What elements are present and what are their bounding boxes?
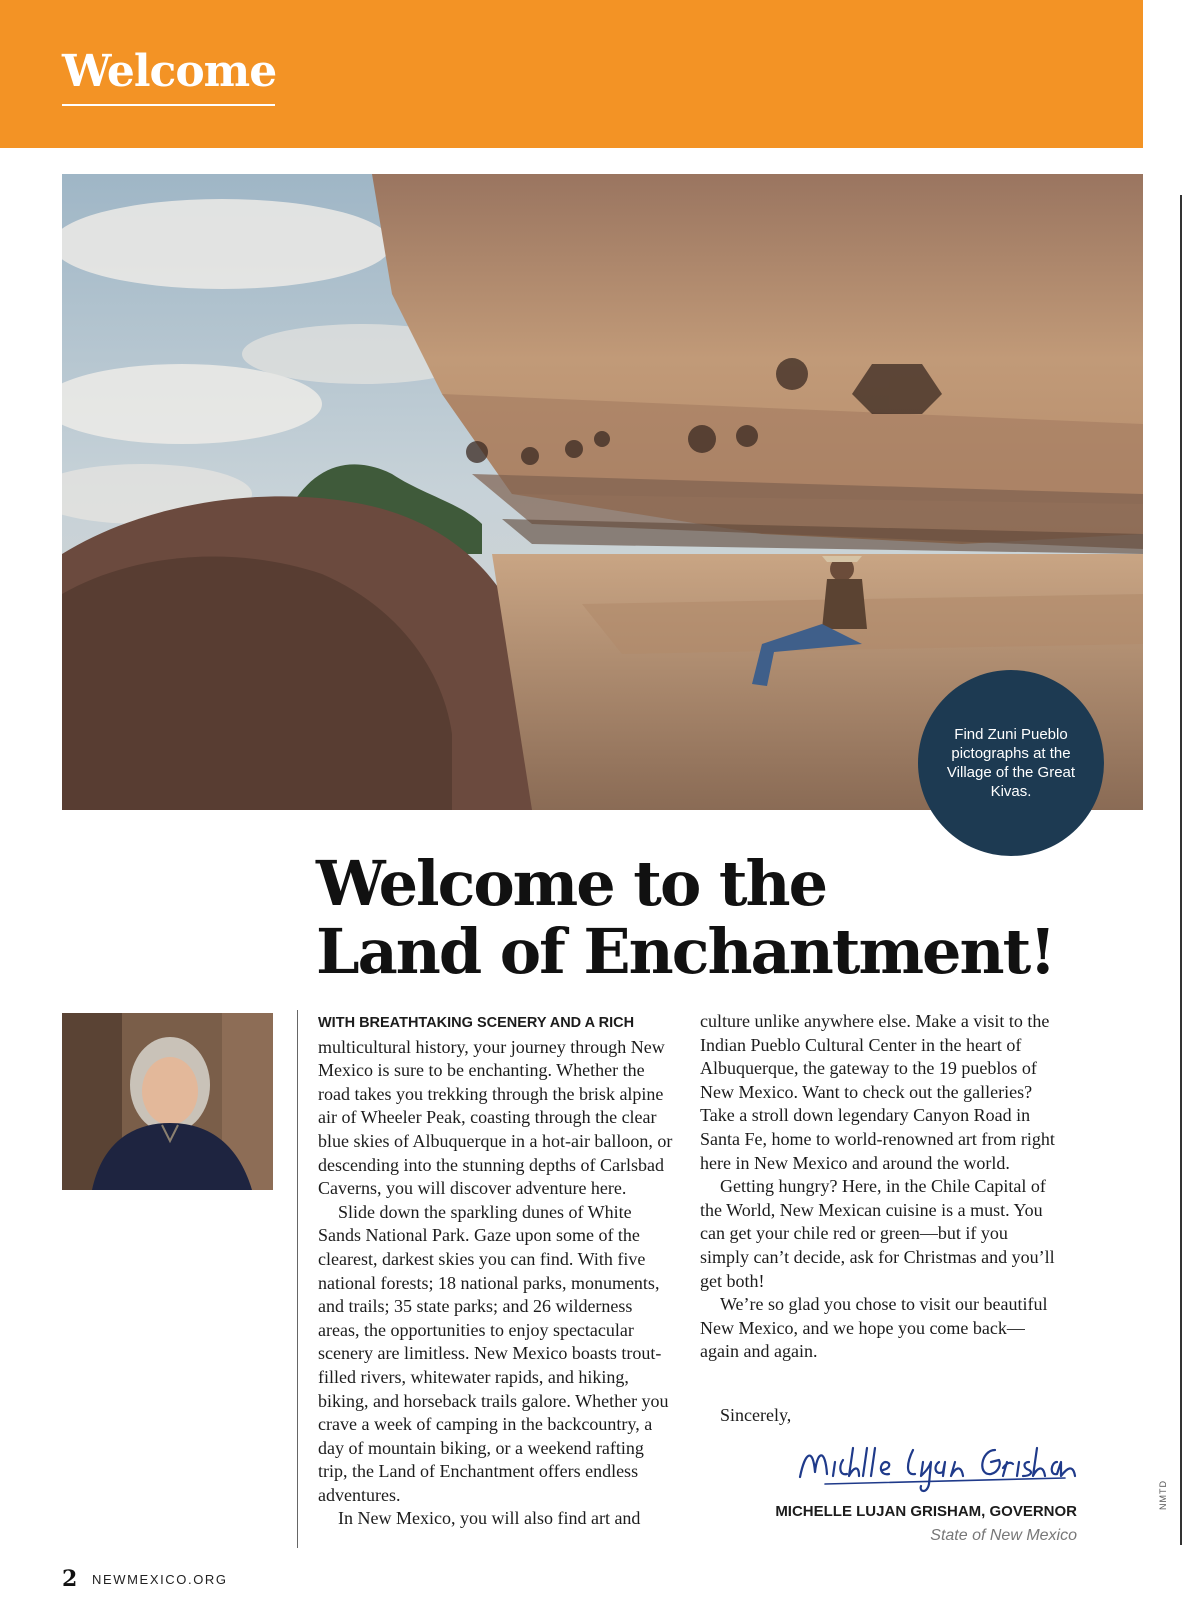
- paragraph: Slide down the sparkling dunes of White Sands National Park. Gaze upon some of the clearest, darkest skies you can find. With five national forests; 18 national parks, monuments, and trails; 35 state parks; and 26 wilderness areas, the opportunities to enjoy spectacular scenery are limitless. New Mexico boasts trout-filled rivers, whitewater rapids, and hiking, biking, and horseback trails galore. Whether you crave a week of camping in the backcountry, a day of mountain biking, or a weekend rafting trip, the Land of Enchantment offers endless adventures.: [318, 1201, 669, 1505]
- headline-line-2: Land of Enchantment!: [316, 915, 1055, 988]
- site-url: NEWMEXICO.ORG: [92, 1572, 228, 1587]
- photo-credit: NMTD: [1158, 1480, 1168, 1510]
- paragraph: Getting hungry? Here, in the Chile Capital of the World, New Mexican cuisine is a must. You can get your chile red or green—but if you simply can’t decide, ask for Christmas and you’ll get both!: [700, 1176, 1055, 1291]
- article-column-left: [318, 1010, 674, 1531]
- signer-name: MICHELLE LUJAN GRISHAM, GOVERNOR: [775, 1503, 1077, 1520]
- signer-title: State of New Mexico: [930, 1527, 1077, 1544]
- section-title: Welcome: [62, 46, 277, 97]
- article-column-right: [700, 1010, 1056, 1364]
- headline-line-1: Welcome to the: [316, 847, 827, 920]
- closing: Sincerely,: [720, 1405, 792, 1425]
- paragraph: We’re so glad you chose to visit our beautiful New Mexico, and we hope you come back—again and again.: [700, 1294, 1048, 1362]
- signature-image: [795, 1432, 1080, 1498]
- paragraph: In New Mexico, you will also find art and: [338, 1508, 641, 1529]
- governor-portrait: [62, 1013, 273, 1190]
- portrait-photo: [62, 1013, 273, 1190]
- lead-in: WITH BREATHTAKING SCENERY AND A RICH: [318, 1015, 635, 1031]
- paragraph: [318, 1010, 674, 1201]
- photo-caption-bubble: [918, 670, 1104, 856]
- paragraph: culture unlike anywhere else. Make a visit to the Indian Pueblo Cultural Center in the heart of Albuquerque, the gateway to the 19 pueblos of New Mexico. Want to check out the galleries? Take a stroll down legendary Canyon Road in Santa Fe, home to world-renowned art from right here in New Mexico and around the world.: [700, 1011, 1055, 1173]
- paragraph-text: multicultural history, your journey through New Mexico is sure to be enchanting. Whether the road takes you trekking through the brisk alpine air of Wheeler Peak, coasting through the clear blue skies of Albuquerque in a hot-air balloon, or descending into the stunning depths of Carlsbad Caverns, you will discover adventure here.: [318, 1036, 673, 1199]
- article-headline: [316, 847, 1076, 988]
- page-edge-rule: [1180, 195, 1182, 1545]
- column-rule: [297, 1010, 298, 1548]
- photo-caption: Find Zuni Pueblo pictographs at the Village of the Great Kivas.: [946, 726, 1076, 800]
- page-number: 2: [62, 1566, 78, 1592]
- section-title-underline: [62, 104, 275, 106]
